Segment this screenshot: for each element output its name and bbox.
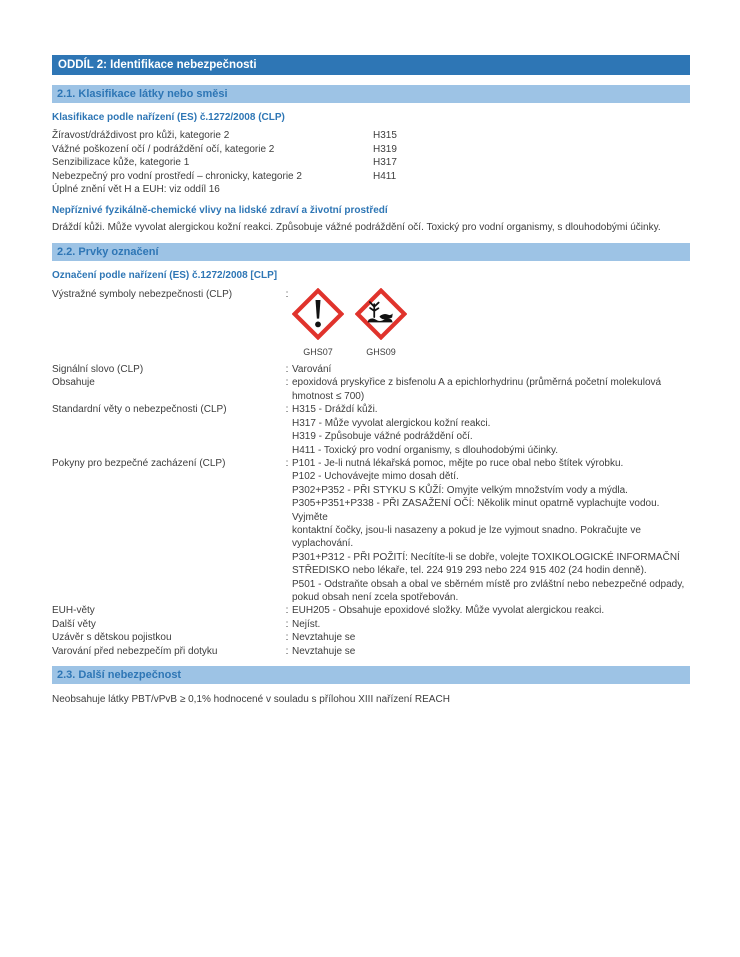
text-line: STŘEDISKO nebo lékaře, tel. 224 919 293 nebo 224 915 402 (24 hodin denně). bbox=[292, 565, 647, 577]
pbt-vpvb-statement: Neobsahuje látky PBT/vPvB ≥ 0,1% hodnocené v souladu s přílohou XIII nařízení REACH bbox=[52, 694, 450, 705]
label-value-row bbox=[52, 457, 690, 604]
row-label: EUH-věty bbox=[52, 605, 95, 617]
colon-separator: : bbox=[285, 618, 289, 630]
row-label: Standardní věty o nebezpečnosti (CLP) bbox=[52, 404, 227, 416]
row-value bbox=[292, 363, 690, 376]
text-line: P302+P352 - PŘI STYKU S KŮŽÍ: Omyjte velkým množstvím vody a mýdla. bbox=[292, 484, 628, 496]
section-2-1-banner: 2.1. Klasifikace látky nebo směsi bbox=[52, 85, 690, 103]
text-line: Varování bbox=[292, 364, 332, 376]
label-value-row bbox=[52, 645, 690, 658]
text-line: kontaktní čočky, jsou-li nasazeny a pokud je lze vyjmout snadno. Pokračujte ve bbox=[292, 524, 641, 536]
colon-separator: : bbox=[285, 288, 289, 300]
labeling-subheading: Označení podle nařízení (ES) č.1272/2008 [CLP] bbox=[52, 270, 278, 282]
colon-separator: : bbox=[285, 404, 289, 416]
text-line: Nejíst. bbox=[292, 618, 321, 630]
pictogram-ghs09 bbox=[355, 288, 407, 359]
row-label: Varování před nebezpečím při dotyku bbox=[52, 645, 218, 657]
pictogram-row bbox=[52, 288, 690, 363]
environment-hazard-pictogram-icon bbox=[355, 288, 407, 340]
text-line: epoxidová pryskyřice z bisfenolu A a epichlorhydrinu (průměrná početní molekulová bbox=[292, 377, 662, 389]
row-label: Pokyny pro bezpečné zacházení (CLP) bbox=[52, 457, 226, 469]
hazard-class-label: Vážné poškození očí / podráždění očí, kategorie 2 bbox=[52, 143, 275, 155]
classification-row bbox=[52, 156, 690, 169]
label-value-row bbox=[52, 363, 690, 376]
row-value bbox=[292, 645, 690, 658]
label-value-row bbox=[52, 618, 690, 631]
text-line: pokud obsah není zcela spotřebován. bbox=[292, 591, 459, 603]
document-body bbox=[52, 55, 690, 706]
h-euh-full-text-note: Úplné znění vět H a EUH: viz oddíl 16 bbox=[52, 184, 220, 196]
classification-row bbox=[52, 143, 690, 156]
text-line: H319 - Způsobuje vážné podráždění očí. bbox=[292, 431, 473, 443]
label-value-row bbox=[52, 604, 690, 617]
pictogram-area bbox=[292, 288, 690, 359]
exclamation-mark-pictogram-icon bbox=[292, 288, 344, 340]
text-line: Nevztahuje se bbox=[292, 645, 356, 657]
colon-separator: : bbox=[285, 645, 289, 657]
text-line: P102 - Uchovávejte mimo dosah dětí. bbox=[292, 471, 459, 483]
section-gap bbox=[52, 658, 690, 666]
adverse-effects-heading: Nepříznivé fyzikálně-chemické vlivy na lidské zdraví a životní prostředí bbox=[52, 205, 388, 217]
hazard-code: H411 bbox=[373, 170, 397, 182]
classification-row bbox=[52, 170, 690, 183]
section-2-header-banner: ODDÍL 2: Identifikace nebezpečnosti bbox=[52, 55, 690, 75]
classification-row bbox=[52, 129, 690, 142]
section-2-2-banner: 2.2. Prvky označení bbox=[52, 243, 690, 261]
classification-table bbox=[52, 129, 690, 183]
pictogram-ghs07 bbox=[292, 288, 344, 359]
text-line: P305+P351+P338 - PŘI ZASAŽENÍ OČÍ: Několik minut opatrně vyplachujte vodou. Vyjměte bbox=[292, 498, 660, 523]
label-value-row bbox=[52, 376, 690, 403]
pictogram-caption: GHS07 bbox=[303, 346, 333, 357]
hazard-class-label: Senzibilizace kůže, kategorie 1 bbox=[52, 157, 190, 169]
text-line: H317 - Může vyvolat alergickou kožní reakci. bbox=[292, 417, 491, 429]
label-value-row bbox=[52, 403, 690, 457]
colon-separator: : bbox=[285, 364, 289, 376]
colon-separator: : bbox=[285, 632, 289, 644]
row-label: Obsahuje bbox=[52, 377, 95, 389]
text-line: P501 - Odstraňte obsah a obal ve sběrném místě pro zvláštní nebo nebezpečné odpady, bbox=[292, 578, 685, 590]
row-label: Další věty bbox=[52, 618, 96, 630]
hazard-code: H317 bbox=[373, 157, 397, 169]
pictogram-value-cell bbox=[292, 288, 690, 363]
pictogram-row-label: Výstražné symboly nebezpečnosti (CLP) bbox=[52, 288, 233, 300]
row-value bbox=[292, 457, 690, 604]
adverse-effects-text: Dráždí kůži. Může vyvolat alergickou kožní reakci. Způsobuje vážné podráždění očí. Toxický pro vodní organismy, s dlouhodobými účinky. bbox=[52, 221, 661, 233]
row-label: Signální slovo (CLP) bbox=[52, 364, 144, 376]
row-value bbox=[292, 631, 690, 644]
text-line: P101 - Je-li nutná lékařská pomoc, mějte po ruce obal nebo štítek výrobku. bbox=[292, 457, 624, 469]
row-value bbox=[292, 376, 690, 403]
text-line: P301+P312 - PŘI POŽITÍ: Necítíte-li se dobře, volejte TOXIKOLOGICKÉ INFORMAČNÍ bbox=[292, 551, 680, 563]
classification-subheading: Klasifikace podle nařízení (ES) č.1272/2008 (CLP) bbox=[52, 112, 285, 123]
row-value bbox=[292, 618, 690, 631]
section-2-3-banner: 2.3. Další nebezpečnost bbox=[52, 666, 690, 684]
row-value bbox=[292, 604, 690, 617]
colon-separator: : bbox=[285, 457, 289, 469]
label-value-row bbox=[52, 631, 690, 644]
row-label: Uzávěr s dětskou pojistkou bbox=[52, 632, 172, 644]
hazard-code: H319 bbox=[373, 143, 397, 155]
pictogram-caption: GHS09 bbox=[366, 346, 396, 357]
text-line: H315 - Dráždí kůži. bbox=[292, 404, 378, 416]
text-line: H411 - Toxický pro vodní organismy, s dlouhodobými účinky. bbox=[292, 444, 559, 456]
hazard-class-label: Nebezpečný pro vodní prostředí – chronicky, kategorie 2 bbox=[52, 170, 302, 182]
text-line: Nevztahuje se bbox=[292, 632, 356, 644]
text-line: EUH205 - Obsahuje epoxidové složky. Může vyvolat alergickou reakci. bbox=[292, 605, 605, 617]
text-line: vyplachování. bbox=[292, 538, 354, 550]
hazard-class-label: Žíravost/dráždivost pro kůži, kategorie 2 bbox=[52, 130, 230, 142]
row-value bbox=[292, 403, 690, 457]
colon-separator: : bbox=[285, 605, 289, 617]
text-line: hmotnost ≤ 700) bbox=[292, 390, 365, 402]
colon-separator: : bbox=[285, 377, 289, 389]
hazard-code: H315 bbox=[373, 130, 397, 142]
